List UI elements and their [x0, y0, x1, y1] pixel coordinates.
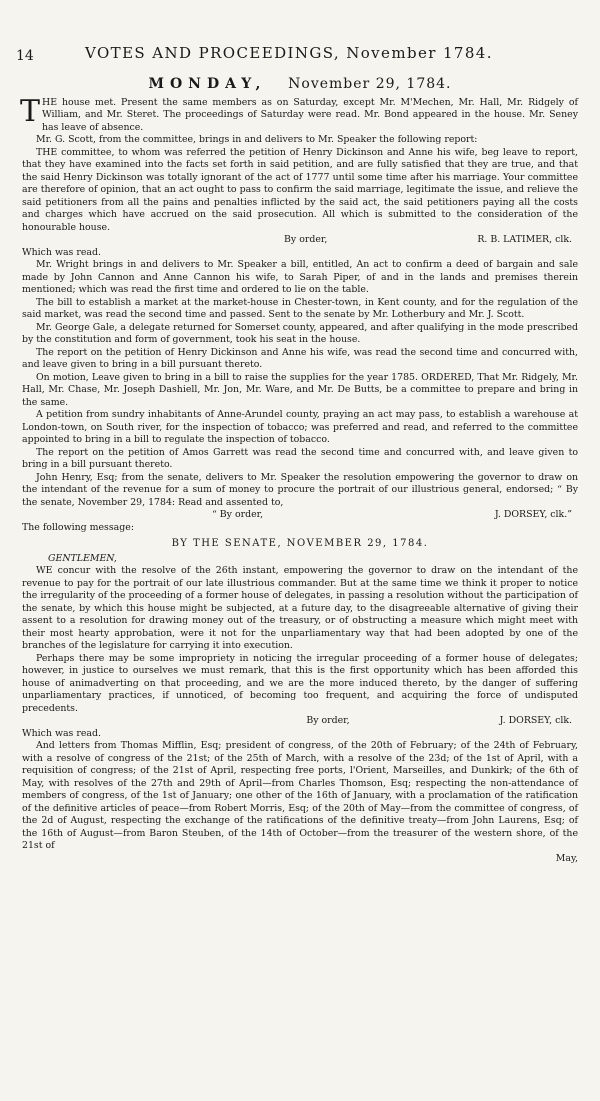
salutation: GENTLEMEN, — [48, 552, 117, 564]
paragraph: The report on the petition of Henry Dickinson and Anne his wife, was read the second time and concurred with, and leave given to bring in a bill pursuant thereto. — [22, 346, 578, 370]
paragraph: John Henry, Esq; from the senate, delivers to Mr. Speaker the resolution empowering the governor to draw on the intendant of the revenue for a sum of money to procure the portrait of our illustrious general, endorsed; “ By the senate, November 29, 1784: Read and assented to, — [22, 471, 578, 508]
paragraph: On motion, Leave given to bring in a bill to raise the supplies for the year 1785. ORDERED, That Mr. Ridgely, Mr. Hall, Mr. Chase, Mr. Joseph Dashiell, Mr. Jon, Mr. Ware, and Mr. De Butts, be a committee to prepare and bring in the same. — [22, 371, 578, 408]
signature-name: J. DORSEY, clk.” — [494, 509, 572, 520]
paragraph: And letters from Thomas Mifflin, Esq; president of congress, of the 20th of February; of the 24th of February, with a resolve of congress of the 21st; of the 25th of March, with a resolve of the 23d; of the 1st of April, with a requisition of congress; of the 21st of April, respecting free ports, l'Orient, Marseilles, and Dunkirk; of the 6th of May, with resolves of the 27th and 29th of April—from Charles Thomson, Esq; respecting the non-attendance of members of congress, of the 1st of January; one other of the 16th of January, with a proclamation of the ratification of the definitive articles of peace—from Robert Morris, Esq; of the 20th of May—from the committee of congress, of the 2d of August, respecting the exchange of the ratifications of the definitive treaty—from John Laurens, Esq; of the 16th of August—from Baron Steuben, of the 14th of October—from the treasurer of the western shore, of the 21st of — [22, 740, 578, 851]
signature-label: By order, — [284, 234, 328, 245]
paragraph: Mr. Wright brings in and delivers to Mr. Speaker a bill, entitled, An act to confirm a deed of bargain and sale made by John Cannon and Anne Cannon his wife, to Sarah Piper, of and in the lands and premises therein mentioned; which was read the first time and ordered to lie on the table. — [22, 259, 578, 295]
running-title: VOTES AND PROCEEDINGS, November 1784. — [85, 44, 493, 62]
catchword: May, — [555, 852, 578, 864]
paragraph: The following message: — [22, 521, 134, 533]
message-signature — [22, 715, 578, 728]
paragraph: The bill to establish a market at the market-house in Chester-town, in Kent county, and for the regulation of the said market, was read the second time and passed. Sent to the senate by Mr. Lotherbury and Mr. J. Scott. — [22, 296, 578, 320]
page-number: 14 — [16, 48, 34, 64]
paragraph: Which was read. — [22, 727, 101, 739]
date-heading — [22, 78, 578, 91]
resolution-signature — [22, 509, 578, 522]
committee-report: THE committee, to whom was referred the petition of Henry Dickinson and Anne his wife, beg leave to report, that they have examined into the facts set forth in said petition, and are fully satisfied that they are true, and that the said Henry Dickinson was totally ignorant of the act of 1777 until some time after his marriage. Your committee are therefore of opinion, that an act ought to pass to confirm the said marriage, legitimate the issue, and relieve the said petitioners from all the pains and penalties inflicted by the said act, the said petitioners paying all the costs and charges which have accrued on the said prosecution. All which is submitted to the consideration of the honourable house. — [22, 146, 578, 233]
signature-label: By order, — [306, 715, 350, 726]
paragraph: Mr. George Gale, a delegate returned for Somerset county, appeared, and after qualifying in the mode prescribed by the constitution and form of government, took his seat in the house. — [22, 321, 578, 345]
signature-name: J. DORSEY, clk. — [499, 715, 572, 726]
paragraph: Which was read. — [22, 246, 101, 258]
message-paragraph: WE concur with the resolve of the 26th instant, empowering the governor to draw on the intendant of the revenue to pay for the portrait of our late illustrious commander. But at the same time we think it proper to notice the irregularity of the proceeding of a former house of delegates, in passing a resolution without the participation of the senate, by which this house might be subjected, at a future day, to the disagreeable alternative of giving their assent to a resolution for drawing money out of the treasury, or of obstructing a measure which might meet with their most hearty approbation, were it not for the unparliamentary way that had been adopted by one of the branches of the legislature for carrying it into execution. — [22, 565, 578, 651]
report-signature — [22, 234, 578, 247]
paragraph: A petition from sundry inhabitants of Anne-Arundel county, praying an act may pass, to establish a warehouse at London-town, on South river, for the inspection of tobacco; was preferred and read, and referred to the committee appointed to bring in a bill to regulate the inspection of tobacco. — [22, 409, 578, 445]
signature-name: R. B. LATIMER, clk. — [477, 234, 572, 245]
message-paragraph: Perhaps there may be some impropriety in noticing the irregular proceeding of a former house of delegates; however, in justice to ourselves we must remark, that this is the first opportunity which has been afforded this house of animadverting on that proceeding, and we are the more induced thereto, by the danger of suffering unparliamentary practices, if unnoticed, of becoming too frequent, and acquiring the force of undisputed precedents. — [22, 652, 578, 714]
drop-cap: T — [20, 93, 41, 129]
date-text: November 29, 1784. — [288, 76, 452, 92]
signature-label: “ By order, — [212, 509, 264, 520]
paragraph: The report on the petition of Amos Garrett was read the second time and concurred with, and leave given to bring in a bill pursuant thereto. — [22, 446, 578, 470]
opening-text: HE house met. Present the same members as on Saturday, except Mr. M'Mechen, Mr. Hall, Mr. Ridgely of William, and Mr. Steret. The proceedings of Saturday were read. Mr. Bond appeared in the house. Mr. Seney has leave of absence. — [42, 96, 578, 133]
senate-heading: BY THE SENATE, NOVEMBER 29, 1784. — [171, 538, 429, 549]
paragraph: Mr. G. Scott, from the committee, brings in and delivers to Mr. Speaker the following report: — [36, 134, 478, 145]
day-heading: MONDAY, — [148, 76, 267, 92]
paragraph-opening — [20, 93, 578, 135]
